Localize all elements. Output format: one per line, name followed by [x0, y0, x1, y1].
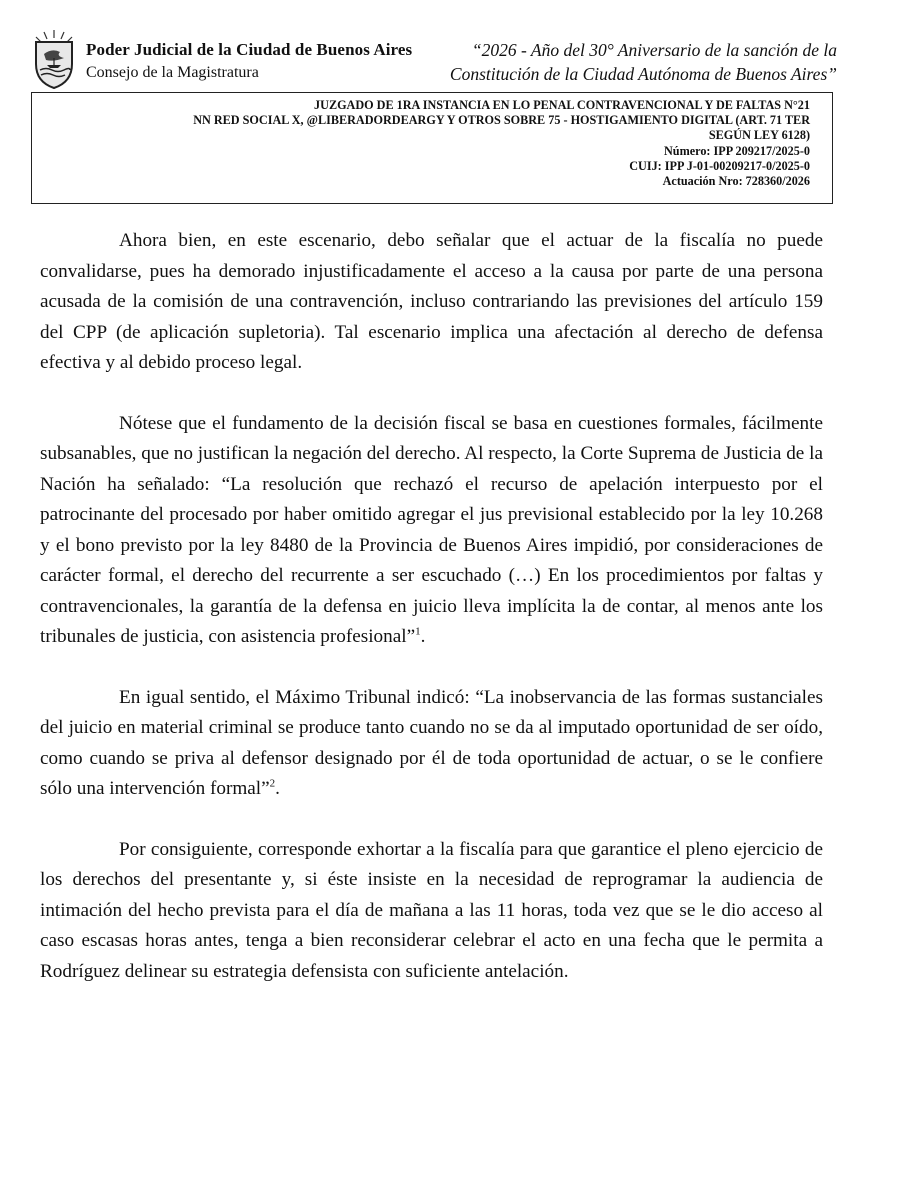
case-actuacion: Actuación Nro: 728360/2026 [662, 174, 810, 189]
coat-of-arms-icon [30, 28, 78, 90]
case-header-box [31, 92, 833, 204]
case-number: Número: IPP 209217/2025-0 [663, 143, 810, 158]
paragraph [40, 409, 823, 653]
footnote-ref: 2 [269, 777, 276, 790]
motto-line: “2026 - Año del 30° Aniversario de la sanción de la [471, 40, 837, 60]
paragraph-end: . [420, 626, 426, 647]
paragraph-text: En igual sentido, el Máximo Tribunal indicó: “La inobservancia de las formas sustanciales del juicio en material criminal se produce tanto cuando no se da al imputado oportunidad de ser oído, como cuando se priva al defensor designado por él de toda oportunidad de actuar, o se le confiere sólo una intervención formal” [40, 686, 823, 799]
footnote-ref: 1 [415, 625, 421, 638]
case-cuij: CUIJ: IPP J-01-00209217-0/2025-0 [629, 158, 810, 173]
motto-line: Constitución de la Ciudad Autónoma de Buenos Aires” [449, 64, 837, 84]
institution-name: Poder Judicial de la Ciudad de Buenos Aires [86, 40, 413, 59]
paragraph [40, 683, 823, 805]
case-caption-line: SEGÚN LEY 6128) [708, 128, 810, 143]
year-motto [367, 38, 837, 86]
court-name: JUZGADO DE 1RA INSTANCIA EN LO PENAL CONTRAVENCIONAL Y DE FALTAS N°21 [314, 98, 810, 112]
case-caption-line: NN RED SOCIAL X, @LIBERADORDEARGY Y OTROS SOBRE 75 - HOSTIGAMIENTO DIGITAL (ART. 71 TER [193, 113, 810, 128]
document-body [40, 226, 823, 1017]
paragraph-text: Nótese que el fundamento de la decisión fiscal se basa en cuestiones formales, fácilmente subsanables, que no justifican la negación del derecho. Al respecto, la Corte Suprema de Justicia de la Nación ha señalado: “La resolución que rechazó el recurso de apelación interpuesto por el patrocinante del procesado por haber omitido agregar el jus previsional establecido por la ley 10.268 y el bono previsto por la ley 8480 de la Provincia de Buenos Aires impidió, por consideraciones de carácter formal, el derecho del recurrente a ser escuchado (…) En los procedimientos por faltas y contravencionales, la garantía de la defensa en juicio lleva implícita la de contar, al menos ante los tribunales de justicia, con asistencia profesional” [40, 412, 823, 647]
paragraph-end: . [275, 778, 280, 799]
paragraph: Por consiguiente, corresponde exhortar a la fiscalía para que garantice el pleno ejercicio de los derechos del presentante y, si éste insiste en la necesidad de reprogramar la audiencia de intimación del hecho prevista para el día de mañana a las 11 horas, toda vez que se le dio acceso al caso escasas horas antes, tenga a bien reconsiderar celebrar el acto en una fecha que le permita a Rodríguez delinear su estrategia defensista con suficiente antelación. [40, 838, 823, 982]
institution-subtitle: Consejo de la Magistratura [86, 64, 259, 81]
paragraph: Ahora bien, en este escenario, debo señalar que el actuar de la fiscalía no puede convalidarse, pues ha demorado injustificadamente el acceso a la causa por parte de una persona acusada de la comisión de una contravención, incluso contrariando las previsiones del artículo 159 del CPP (de aplicación supletoria). Tal escenario implica una afectación al derecho de defensa efectiva y al debido proceso legal. [40, 230, 823, 373]
